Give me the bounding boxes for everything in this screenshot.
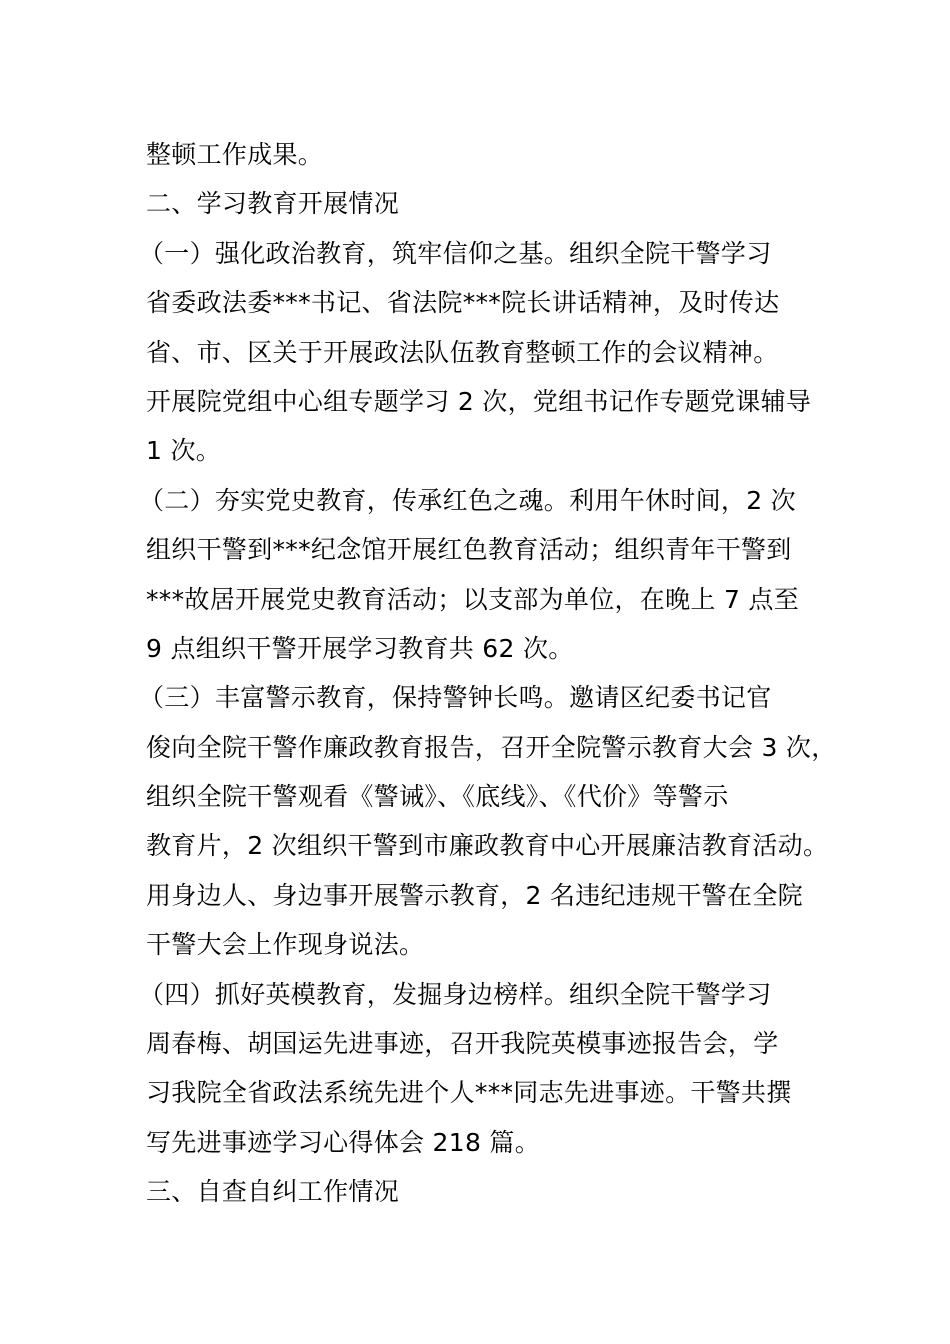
paragraph-heading: （一）强化政治教育，筑牢信仰之基。组织全院干警学习: [139, 238, 772, 268]
text-line: 省委政法委***书记、省法院***院长讲话精神，及时传达: [146, 288, 780, 318]
text-line: 省、市、区关于开展政法队伍教育整顿工作的会议精神。: [146, 337, 779, 367]
paragraph-heading: （四）抓好英模教育，发掘身边榜样。组织全院干警学习: [139, 979, 772, 1009]
text-line: 整顿工作成果。: [146, 140, 324, 169]
text-line: 干警大会上作现身说法。: [146, 930, 425, 960]
text-line: ***故居开展党史教育活动；以支部为单位，在晚上 7 点至: [146, 584, 800, 614]
text-line: 1 次。: [146, 436, 222, 466]
text-line: 用身边人、身边事开展警示教育，2 名违纪违规干警在全院: [146, 880, 803, 910]
section-heading: 二、学习教育开展情况: [146, 189, 400, 219]
text-line: 9 点组织干警开展学习教育共 62 次。: [146, 633, 574, 663]
text-line: 教育片，2 次组织干警到市廉政教育中心开展廉洁教育活动。: [146, 831, 829, 861]
document-body: [139, 130, 837, 1217]
text-line: 组织全院干警观看《警诫》、《底线》、《代价》等警示: [146, 782, 729, 812]
text-line: 习我院全省政法系统先进个人***同志先进事迹。干警共撰: [146, 1078, 792, 1108]
section-heading: 三、自查自纠工作情况: [146, 1177, 400, 1207]
text-line: 写先进事迹学习心得体会 218 篇。: [146, 1127, 541, 1157]
text-line: 组织干警到***纪念馆开展红色教育活动；组织青年干警到: [146, 535, 792, 565]
paragraph-heading: （二）夯实党史教育，传承红色之魂。利用午休时间，2 次: [139, 485, 796, 515]
text-line: 周春梅、胡国运先进事迹，召开我院英模事迹报告会，学: [146, 1029, 779, 1059]
text-line: 开展院党组中心组专题学习 2 次，党组书记作专题党课辅导: [146, 386, 812, 416]
text-line: 俊向全院干警作廉政教育报告，召开全院警示教育大会 3 次，: [146, 732, 837, 762]
paragraph-heading: （三）丰富警示教育，保持警钟长鸣。邀请区纪委书记官: [139, 683, 772, 713]
